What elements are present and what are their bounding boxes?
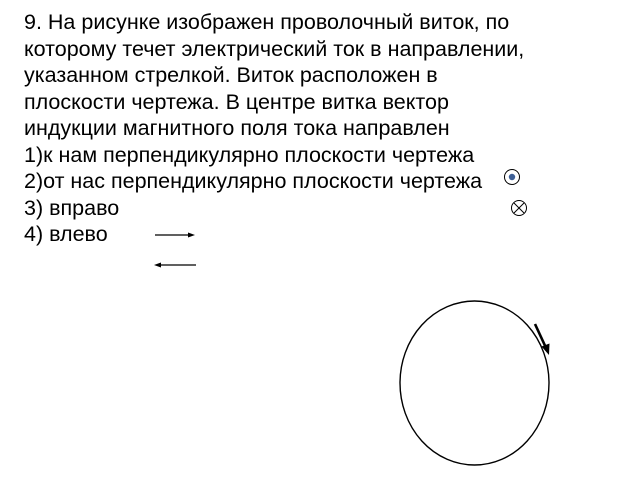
question-line-3: указанном стрелкой. Виток расположен в xyxy=(24,63,438,87)
answer-option-1: 1)к нам перпендикулярно плоскости чертежа xyxy=(24,142,475,167)
question-line-4: плоскости чертежа. В центре витка вектор xyxy=(24,89,449,114)
wire-loop xyxy=(400,301,549,465)
answer-option-3: 3) вправо xyxy=(24,195,120,220)
left-arrow-icon xyxy=(154,263,196,268)
answer-option-2: 2)от нас перпендикулярно плоскости чертежа xyxy=(24,169,483,193)
right-arrow-icon xyxy=(155,233,195,238)
vector-away-from-viewer-icon xyxy=(512,201,527,216)
question-line-5: индукции магнитного поля тока направлен xyxy=(24,116,450,140)
answer-option-4: 4) влево xyxy=(24,222,108,246)
vector-toward-viewer-icon xyxy=(505,170,520,185)
question-line-2: которому течет электрический ток в направлении, xyxy=(24,36,525,61)
question-line-1: 9. На рисунке изображен проволочный виток, по xyxy=(24,10,510,34)
